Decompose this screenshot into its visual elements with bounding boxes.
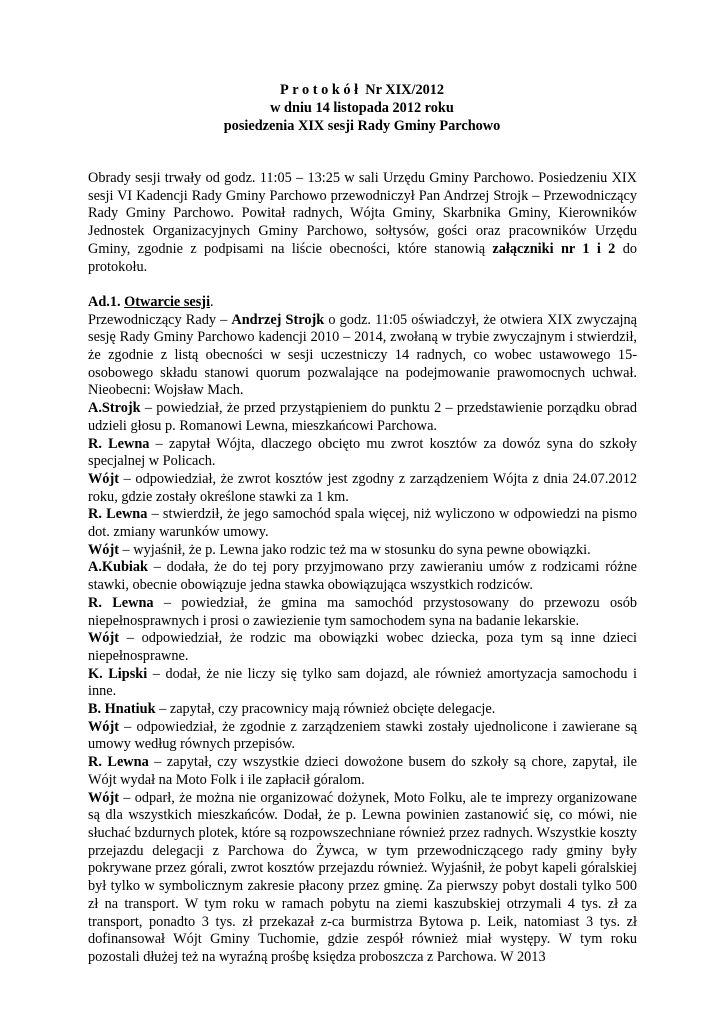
statement-text: – powiedział, że gmina ma samochód przystosowany do przewozu osób niepełnosprawnych i prosi o zawiezienie tym samochodem syna na badanie lekarskie. [88,594,637,629]
protocol-date: w dniu 14 listopada 2012 roku [270,100,454,116]
protocol-title-word: Protokół [279,82,362,98]
intro-tail: do protokołu. [88,240,638,275]
protocol-number: Nr XIX/2012 [365,82,445,98]
speaker-name: R. Lewna [88,594,154,611]
statement [88,436,637,471]
statement [88,400,637,435]
statement-text: – odpowiedział, że zgodnie z zarządzeniem stawki zostały ujednolicone i zawierane są umowy według równych przepisów. [88,718,637,753]
intro-attachments: załączniki nr 1 i 2 [492,240,616,257]
speaker-name: Wójt [88,541,119,558]
speaker-name: Wójt [88,718,119,735]
speaker-name: R. Lewna [88,506,148,523]
statement-text: – wyjaśnił, że p. Lewna jako rodzic też ma w stosunku do syna pewne obowiązki. [118,541,591,558]
speaker-name: Wójt [88,630,119,647]
protocol-title [0,82,724,100]
section-dot: . [210,293,214,310]
speaker-name: Wójt [88,470,119,487]
statement-text: – dodała, że do tej pory przyjmowano przy zawieraniu umów z rodzicami różne stawki, obecnie obowiązuje jedna stawka obowiązująca wszystkich rodziców. [88,559,637,594]
statement-text: – zapytał, czy wszystkie dzieci dowożone busem do szkoły są chore, zapytał, ile Wójt wydał na Moto Folk i ile zapłacił góralom. [88,754,637,788]
statement-text: – zapytał Wójta, dlaczego obcięto mu zwrot kosztów za dowóz syna do szkoły specjalnej w Policach. [88,435,637,470]
protocol-session: posiedzenia XIX sesji Rady Gminy Parchowo [223,118,501,134]
document-body [88,170,637,967]
statement-text: – dodał, że nie liczy się tylko sam dojazd, ale również amortyzacja samochodu i inne. [88,665,637,700]
opening-text: o godz. 11:05 oświadczył, że otwiera XIX zwyczajną sesję Rady Gminy Parchowo kadencji 2010 – 2014, zwołaną w trybie zwyczajnym i stwierdził, że zgodnie z listą obecności w sesji uczestniczy 14 radnych, co wobec ustawowego 15-osobowego składu stanowi quorum pozwalające na podejmowanie prawomocnych uchwał. Nieobecni: Wojsław Mach. [88,311,638,399]
speaker-name: A.Strojk [88,400,141,417]
statement [88,754,637,789]
statement-text: – odpowiedział, że zwrot kosztów jest zgodny z zarządzeniem Wójta z dnia 24.07.2012 roku, gdzie zostały określone stawki za 1 km. [88,470,637,505]
statement [88,630,637,665]
statement [88,471,637,506]
speaker-name: R. Lewna [88,754,149,771]
statement-text: – odpowiedział, że rodzic ma obowiązki wobec dziecka, poza tym są inne dzieci niepełnosprawne. [88,630,637,664]
statement [88,506,637,541]
opening-pre: Przewodniczący Rady – [88,311,232,328]
intro-text: Obrady sesji trwały od godz. 11:05 – 13:25 w sali Urzędu Gminy Parchowo. Posiedzeniu XIX sesji VI Kadencji Rady Gminy Parchowo przewodniczył Pan Andrzej Strojk – Przewodniczący Rady Gminy Parchowo. Powitał radnych, Wójta Gminy, Skarbnika Gminy, Kierowników Jednostek Organizacyjnych Gminy Parchowo, sołtysów, gości oraz pracowników Urzędu Gminy, zgodnie z podpisami na liście obecności, które stanowią [88,170,637,257]
intro-paragraph [88,170,637,276]
section-number: Ad.1. [88,293,125,310]
section-title: Otwarcie sesji [124,293,211,310]
statement-text: – odparł, że można nie organizować dożynek, Moto Folku, ale te imprezy organizowane są dla wszystkich mieszkańców. Dodał, że p. Lewna powinien zastanowić się, co mówi, nie słuchać bzdurnych plotek, które są rozpowszechniane również przez radnych. Wszystkie koszty przejazdu delegacji z Parchowa do Żywca, w tym przewodniczącego rady gminy były pokrywane przez górali, zwrot kosztów przejazdu również. Wyjaśnił, że pobyt kapeli góralskiej był tylko w symbolicznym zakresie płacony przez gminę. Za pierwszy pobyt dostali tylko 500 zł na transport. W tym roku w ramach pobytu na ziemi kaszubskiej otrzymali 4 tys. zł za transport, ponadto 3 tys. zł przekazał z-ca burmistrza Bytowa p. Leik, natomiast 3 tys. zł dofinansował Wójt Gminy Tuchomie, gdzie zespół również miał występy. W tym roku pozostali dłużej też na wyraźną prośbę księdza proboszcza z Parchowa. W 2013 [88,789,637,965]
statement [88,701,637,719]
speaker-name: R. Lewna [88,435,150,452]
statement-text: – stwierdził, że jego samochód spala więcej, niż wyliczono w odpowiedzi na pismo dot. zmiany warunków umowy. [88,506,638,541]
speaker-name: B. Hnatiuk [88,701,156,718]
statement [88,719,637,754]
spacer [88,276,637,294]
statement [88,666,637,701]
statement-text: – powiedział, że przed przystąpieniem do punktu 2 – przedstawienie porządku obrad udzieli głosu p. Romanowi Lewna, mieszkańcowi Parchowa. [88,400,637,434]
paragraph-opening [88,312,637,401]
speaker-name: Wójt [88,789,119,806]
statement [88,595,637,630]
statement [88,542,637,560]
statement [88,790,637,967]
statement [88,559,637,594]
statement-text: – zapytał, czy pracownicy mają również obcięte delegacje. [155,701,496,718]
section-heading [88,294,637,312]
speaker-name: A.Kubiak [88,559,148,576]
speaker-name: K. Lipski [88,665,148,682]
opening-speaker: Andrzej Strojk [231,311,325,328]
